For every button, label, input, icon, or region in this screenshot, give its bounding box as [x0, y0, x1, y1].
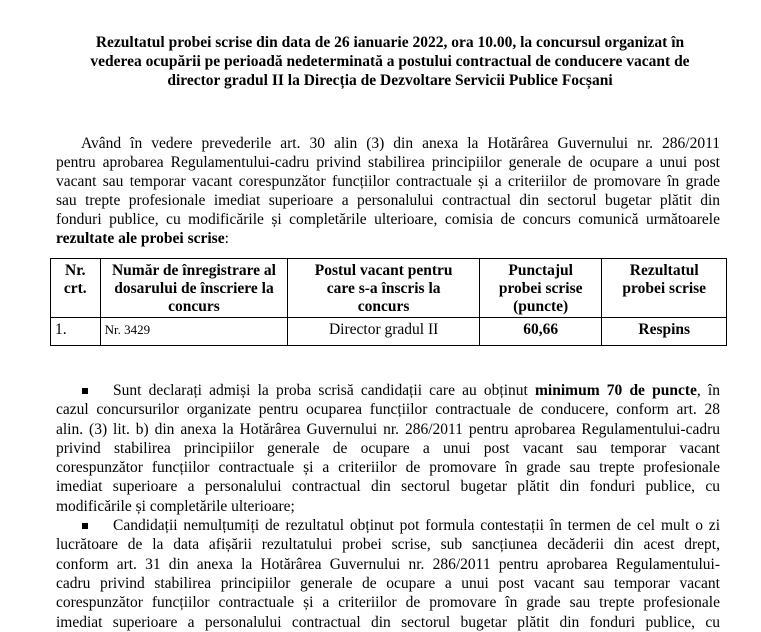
bullet-line: alin. (3) lit. b) din anexa la Hotărârea Guvernului nr. 286/2011 pentru aprobarea Regulamentului-cadru: [56, 420, 720, 438]
header-text: (puncte): [513, 298, 569, 315]
bullet-bold-text: minimum 70 de puncte: [535, 382, 697, 399]
intro-paragraph: [56, 134, 720, 248]
cell-result: Respins: [602, 318, 727, 346]
bullet-line: imediat superioare a personalului contractual din sectorul bugetar plătit din fonduri publice, cu: [56, 613, 720, 631]
bullet-text: , în: [696, 382, 720, 399]
bullet-line: [56, 381, 720, 400]
table-row: [51, 318, 727, 346]
intro-colon: :: [224, 230, 229, 247]
header-text: concurs: [357, 298, 410, 315]
intro-line: Având în vedere prevederile art. 30 alin (3) din anexa la Hotărârea Guvernului nr. 286/2011: [81, 135, 720, 152]
document-title: [60, 33, 720, 90]
intro-bold-text: rezultate ale probei scrise: [56, 230, 225, 247]
square-bullet-icon: [82, 388, 88, 394]
header-text: care s-a înscris la: [326, 280, 441, 297]
cell-position: Director gradul II: [288, 318, 479, 346]
results-table: [50, 258, 727, 346]
header-result: [602, 259, 727, 318]
square-bullet-icon: [82, 523, 88, 529]
bullet-line: modificările și completările ulterioare;: [56, 497, 295, 515]
bullet-line: corespunzător funcțiilor contractuale și a criteriilor de promovare în grade sau trepte profesionale: [56, 594, 720, 612]
bullet-line: privind stabilirea principiilor generale de ocupare a unui post vacant sau temporar vacant: [56, 439, 720, 457]
bullet-line: cadru privind stabilirea principiilor generale de ocupare a unui post vacant sau temporar vacant: [56, 574, 720, 592]
header-position: [288, 259, 479, 318]
bullet-list: [56, 381, 720, 632]
header-text: Punctajul: [508, 262, 573, 279]
header-text: probei scrise: [498, 280, 583, 297]
header-nr: [51, 259, 101, 318]
cell-score: 60,66: [479, 318, 602, 346]
bullet-line: imediat superioare a personalului contractual din sectorul bugetar plătit din fonduri publice, cu: [56, 478, 720, 496]
header-text: concurs: [168, 298, 220, 315]
intro-line: vacant sau temporar vacant corespunzător funcțiilor contractuale și a criteriilor de promovare în grade: [56, 173, 720, 190]
header-text: dosarului de înscriere la: [114, 280, 274, 297]
bullet-item-admission: [56, 381, 720, 516]
title-line: vederea ocupării pe perioadă nedeterminată a postului contractual de conducere vacant de: [90, 53, 690, 70]
title-line: director gradul II la Direcția de Dezvoltare Servicii Publice Focșani: [167, 72, 613, 89]
bullet-line: conform art. 31 din anexa la Hotărârea Guvernului nr. 286/2011 pentru aprobarea Regulamentului-: [56, 555, 720, 573]
header-text: Număr de înregistrare al: [111, 262, 276, 279]
intro-line: fonduri publice, cu modificările și completările ulterioare, comisia de concurs comunică următoarele: [56, 211, 720, 228]
intro-line: sau trepte profesionale imediat superioare a personalului contractual din sectorul bugetar plătit din: [56, 192, 720, 209]
title-line: Rezultatul probei scrise din data de 26 ianuarie 2022, ora 10.00, la concursul organizat în: [95, 34, 685, 51]
bullet-text: Sunt declarați admiși la proba scrisă candidații care au obținut: [113, 382, 536, 399]
header-text: probei scrise: [622, 280, 707, 297]
header-text: crt.: [63, 280, 87, 297]
bullet-line: cazul concursurilor organizate pentru ocuparea funcțiilor contractuale de conducere, conform art. 28: [56, 401, 720, 419]
bullet-item-contestation: [56, 516, 720, 632]
header-text: Rezultatul: [629, 262, 699, 279]
cell-nr: 1.: [51, 318, 101, 346]
table-header-row: [51, 259, 727, 318]
bullet-line: Candidații nemulțumiți de rezultatul obținut pot formula contestații în termen de cel mult o zi: [113, 517, 720, 535]
header-text: Nr.: [65, 262, 86, 279]
header-score: [479, 259, 602, 318]
cell-registration: Nr. 3429: [100, 318, 288, 346]
intro-line: [56, 229, 720, 248]
bullet-line: corespunzător funcțiilor contractuale și a criteriilor de promovare în grade sau trepte profesionale: [56, 459, 720, 477]
header-text: Postul vacant pentru: [314, 262, 453, 279]
intro-line: pentru aprobarea Regulamentului-cadru privind stabilirea principiilor generale de ocupare a unui post: [56, 154, 720, 171]
bullet-line: lucrătoare de la data afișării rezultatului probei scrise, sub sancțiunea decăderii din acest drept,: [56, 536, 720, 554]
header-registration: [100, 259, 288, 318]
